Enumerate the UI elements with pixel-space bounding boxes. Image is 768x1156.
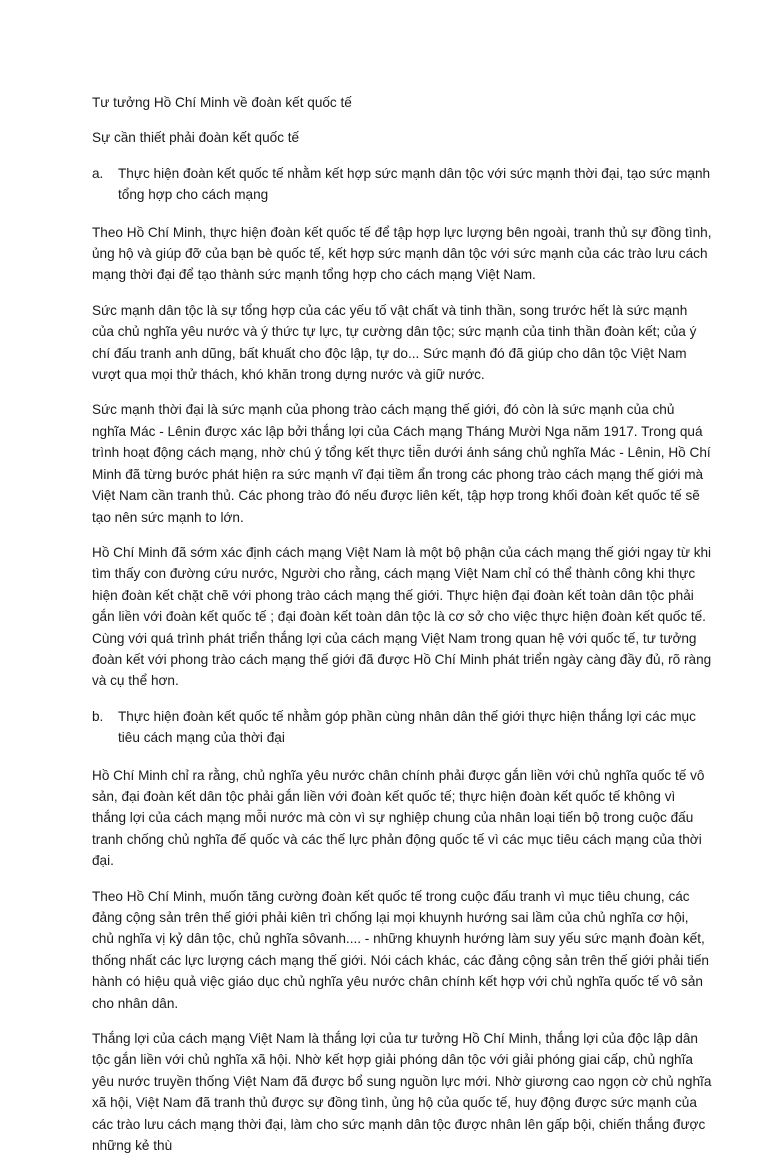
paragraph: Theo Hồ Chí Minh, thực hiện đoàn kết quốc tế để tập hợp lực lượng bên ngoài, tranh thủ sự đồng tình, ủng hộ và giúp đỡ của bạn bè quốc tế, kết hợp sức mạnh dân tộc với sức mạnh của các trào lưu cách mạng thời đại để tạo thành sức mạnh tổng hợp cho cách mạng Việt Nam. (92, 224, 712, 283)
list-marker-b: b. (92, 708, 104, 724)
list-marker-a: a. (92, 165, 104, 181)
list-item-b-text: Thực hiện đoàn kết quốc tế nhằm góp phần cùng nhân dân thế giới thực hiện thắng lợi các mục tiêu cách mạng của thời đại (118, 708, 696, 746)
paragraph: Theo Hồ Chí Minh, muốn tăng cường đoàn kết quốc tế trong cuộc đấu tranh vì mục tiêu chung, các đảng cộng sản trên thế giới phải kiên trì chống lại mọi khuynh hướng sai lầm của chủ nghĩa cơ hội, chủ nghĩa vị kỷ dân tộc, chủ nghĩa sôvanh.... - những khuynh hướng làm suy yếu sức mạnh đoàn kết, thống nhất các lực lượng cách mạng thế giới. Nói cách khác, các đảng cộng sản trên thế giới phải tiến hành có hiệu quả việc giáo dục chủ nghĩa yêu nước chân chính kết hợp với chủ nghĩa quốc tế vô sản cho nhân dân. (92, 888, 709, 1011)
paragraph: Hồ Chí Minh chỉ ra rằng, chủ nghĩa yêu nước chân chính phải được gắn liền với chủ nghĩa quốc tế vô sản, đại đoàn kết dân tộc phải gắn liền với đoàn kết quốc tế; thực hiện đoàn kết quốc tế không vì thắng lợi của cách mạng mỗi nước mà còn vì sự nghiệp chung của nhân loại tiến bộ trong cuộc đấu tranh chống chủ nghĩa đế quốc và các thế lực phản động quốc tế vì các mục tiêu cách mạng của thời đại. (92, 767, 705, 869)
section-heading: Sự cần thiết phải đoàn kết quốc tế (92, 130, 300, 146)
list-item-a (92, 163, 712, 206)
list-item-a-text: Thực hiện đoàn kết quốc tế nhằm kết hợp sức mạnh dân tộc với sức mạnh thời đại, tạo sức mạnh tổng hợp cho cách mạng (118, 165, 711, 203)
paragraph: Sức mạnh dân tộc là sự tổng hợp của các yếu tố vật chất và tinh thần, song trước hết là sức mạnh của chủ nghĩa yêu nước và ý thức tự lực, tự cường dân tộc; sức mạnh của tinh thần đoàn kết; của ý chí đấu tranh anh dũng, bất khuất cho độc lập, tự do... Sức mạnh đó đã giúp cho dân tộc Việt Nam vượt qua mọi thử thách, khó khăn trong dựng nước và giữ nước. (92, 302, 697, 383)
paragraph: Hồ Chí Minh đã sớm xác định cách mạng Việt Nam là một bộ phận của cách mạng thế giới ngay từ khi tìm thấy con đường cứu nước, Người cho rằng, cách mạng Việt Nam chỉ có thể thành công khi thực hiện đoàn kết chặt chẽ với phong trào cách mạng thế giới. Thực hiện đại đoàn kết toàn dân tộc phải gắn liền với đoàn kết quốc tế ; đại đoàn kết toàn dân tộc là cơ sở cho việc thực hiện đoàn kết quốc tế. Cùng với quá trình phát triển thắng lợi của cách mạng Việt Nam trong quan hệ với quốc tế, tư tưởng đoàn kết với phong trào cách mạng thế giới đã được Hồ Chí Minh phát triển ngày càng đầy đủ, rõ ràng và cụ thể hơn. (92, 544, 712, 689)
paragraph: Thắng lợi của cách mạng Việt Nam là thắng lợi của tư tưởng Hồ Chí Minh, thắng lợi của độc lập dân tộc gắn liền với chủ nghĩa xã hội. Nhờ kết hợp giải phóng dân tộc với giải phóng giai cấp, chủ nghĩa yêu nước truyền thống Việt Nam đã được bổ sung nguồn lực mới. Nhờ giương cao ngọn cờ chủ nghĩa xã hội, Việt Nam đã tranh thủ được sự đồng tình, ủng hộ của quốc tế, huy động được sức mạnh của các trào lưu cách mạng thời đại, làm cho sức mạnh dân tộc được nhân lên gấp bội, chiến thắng được những kẻ thù (92, 1031, 712, 1154)
document-title: Tư tưởng Hồ Chí Minh về đoàn kết quốc tế (92, 95, 352, 110)
paragraph: Sức mạnh thời đại là sức mạnh của phong trào cách mạng thế giới, đó còn là sức mạnh của chủ nghĩa Mác - Lênin được xác lập bởi thắng lợi của Cách mạng Tháng Mười Nga năm 1917. Trong quá trình hoạt động cách mạng, nhờ chú ý tổng kết thực tiễn dưới ánh sáng chủ nghĩa Mác - Lênin, Hồ Chí Minh đã từng bước phát hiện ra sức mạnh vĩ đại tiềm ẩn trong các phong trào cách mạng thế giới mà Việt Nam cần tranh thủ. Các phong trào đó nếu được liên kết, tập hợp trong khối đoàn kết quốc tế sẽ tạo nên sức mạnh to lớn. (92, 402, 711, 525)
list-item-b (92, 706, 712, 749)
